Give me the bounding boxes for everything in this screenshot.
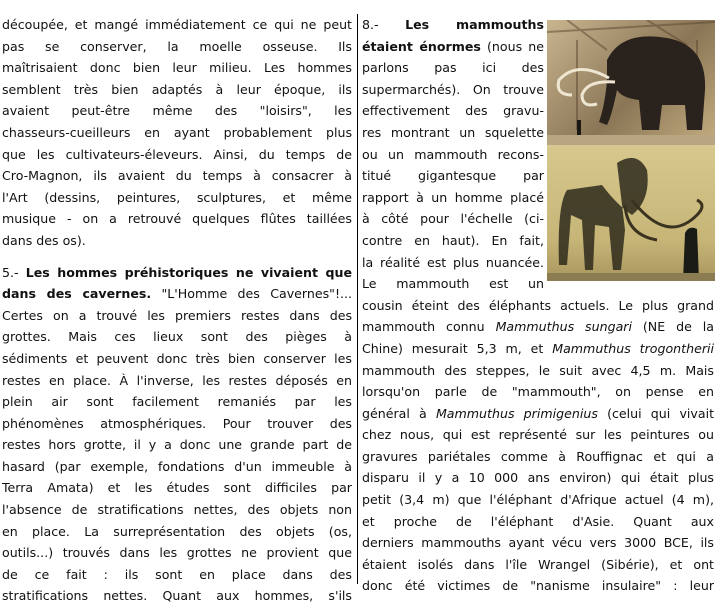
left-column	[2, 0, 352, 607]
text-line: Terra Amata) et les études sont difficiles par	[2, 480, 352, 496]
paragraph-5-heading-line	[2, 262, 352, 284]
mammoth-skeleton-photo	[547, 145, 715, 281]
paragraph-5-body	[2, 305, 352, 607]
text-line: hasard (par exemple, fondations d'un immeuble à	[2, 458, 352, 474]
text: (NE de la	[631, 319, 714, 335]
text-line: que les cultivateurs-éleveurs. Ainsi, du temps de	[2, 146, 352, 162]
text-line: l'Art (dessins, peintures, sculptures, et même	[2, 189, 352, 205]
text-line: phénomènes atmosphériques. Pour trouver des	[2, 415, 352, 431]
text-line	[362, 554, 714, 576]
species-name: Mammuthus primigenius	[435, 405, 598, 421]
text-line: ou un mammouth recons-	[362, 146, 544, 162]
species-name: Mammuthus sungari	[495, 319, 632, 335]
text-line: à côté pour l'échelle (ci-	[362, 211, 544, 227]
text-line: en place. La surreprésentation des objets (os,	[2, 523, 352, 539]
text-line: avaient peut-être même des "loisirs", les	[2, 103, 352, 119]
text-line: pas se conserver, la moelle osseuse. Ils	[2, 38, 352, 54]
text-line: découpée, et mangé immédiatement ce qui ne peut	[2, 17, 352, 32]
text: (nous ne	[480, 38, 544, 54]
heading-bold-cont: dans des cavernes.	[2, 286, 152, 302]
text-line: plein air sont facilement remaniés par les	[2, 394, 352, 410]
text: mammouth connu	[362, 319, 496, 335]
text-line: parlons pas ici des	[362, 60, 544, 76]
text-line	[362, 316, 714, 338]
paragraph-5	[2, 262, 352, 607]
text-line	[362, 403, 714, 425]
text-line: stratifications nettes. Quant aux hommes, s'ils	[2, 588, 352, 604]
text-line: Cro-Magnon, ils avaient du temps à consacrer à	[2, 168, 352, 184]
item-number: 8.-	[362, 17, 379, 32]
text: derniers mammouths ayant vécu vers 3000 BCE, ils	[362, 535, 714, 551]
text: et proche de l'éléphant d'Asie. Quant aux	[362, 513, 714, 529]
text-line	[362, 489, 714, 511]
text-line	[362, 511, 714, 533]
text: lorsqu'on parle de "mammouth", on pense en	[362, 384, 714, 400]
text-line: semblent très bien adaptés à leur époque, ils	[2, 81, 352, 97]
text-line: contre en haut). En fait,	[362, 232, 544, 248]
text-line: dans des os).	[2, 232, 86, 248]
text: mammouth des steppes, le suit avec 4,5 m. Mais	[362, 362, 714, 378]
text-line: grottes. Mais ces lieux sont des pièges à	[2, 329, 352, 345]
heading-bold-cont: étaient énormes	[362, 38, 481, 54]
text-line	[362, 446, 714, 468]
paragraph-8-line	[362, 36, 544, 58]
text-line: sédiments et peuvent donc très bien conserver les	[2, 350, 352, 366]
heading-bold: Les hommes préhistoriques ne vivaient que	[25, 264, 352, 280]
text: (celui qui vivait	[597, 405, 714, 421]
text: disparu il y a 10 000 ans environ) qui était plus	[362, 470, 714, 486]
text-line	[362, 532, 714, 554]
text: cousin éteint des éléphants actuels. Le plus grand	[362, 297, 714, 313]
heading-bold: Les mammouths	[405, 17, 544, 32]
text: donc été victimes de "nanisme insulaire" : leur	[362, 578, 714, 594]
mammoth-reconstruction-photo	[547, 20, 715, 145]
text-line	[362, 467, 714, 489]
paragraph-8-heading-line	[362, 14, 544, 36]
text-line: outils...) trouvés dans les grottes ne provient que	[2, 545, 352, 561]
text-line: Certes on a trouvé les premiers restes dans des	[2, 307, 352, 323]
text-line: Le mammouth est un	[362, 276, 544, 292]
text-line: maîtrisaient donc bien leur milieu. Les hommes	[2, 60, 352, 76]
text: étaient isolés dans l'île Wrangel (Sibérie), et ont	[362, 556, 714, 572]
text-line	[362, 295, 714, 317]
text: petit (3,4 m) que l'éléphant d'Afrique actuel (4 m),	[362, 492, 714, 508]
text-line	[362, 575, 714, 597]
text: "L'Homme des Cavernes"!...	[151, 286, 352, 302]
text-line: effectivement des gravu-	[362, 103, 544, 119]
paragraph-4-continued	[2, 14, 352, 252]
text-line: restes hors grotte, il y a donc une grande part de	[2, 437, 352, 453]
text-line: restes en place. À l'inverse, les restes déposés en	[2, 372, 352, 388]
text: général à	[362, 405, 436, 421]
text-line	[362, 360, 714, 382]
text: Chine) mesurait 5,3 m, et	[362, 340, 553, 356]
species-name: Mammuthus trogontherii	[552, 340, 714, 356]
item-number: 5.-	[2, 264, 19, 280]
text-line: supermarchés). On trouve	[362, 81, 544, 97]
text-line: de ce fait : ils sont en place dans des	[2, 566, 352, 582]
column-divider	[357, 14, 358, 584]
text-line	[362, 338, 714, 360]
text-line: chasseurs-cueilleurs en ayant probablement plus	[2, 124, 352, 140]
text-line: la réalité est plus nuancée.	[362, 254, 544, 270]
text-line: rapport à un homme placé	[362, 189, 544, 205]
text-line: titué gigantesque par	[362, 168, 544, 184]
text-line	[362, 424, 714, 446]
text: chez nous, qui est représenté sur les peintures ou	[362, 427, 714, 443]
text-line: musique - on a retrouvé quelques flûtes taillées	[2, 211, 352, 227]
text-line: res montrant un squelette	[362, 124, 544, 140]
text-line	[362, 381, 714, 403]
text-line: l'absence de stratifications nettes, des objets non	[2, 502, 352, 518]
paragraph-8-wide-text	[362, 295, 714, 597]
text: gravures pariétales comme à Rouffignac et qui a	[362, 448, 714, 464]
paragraph-5-line	[2, 283, 352, 305]
